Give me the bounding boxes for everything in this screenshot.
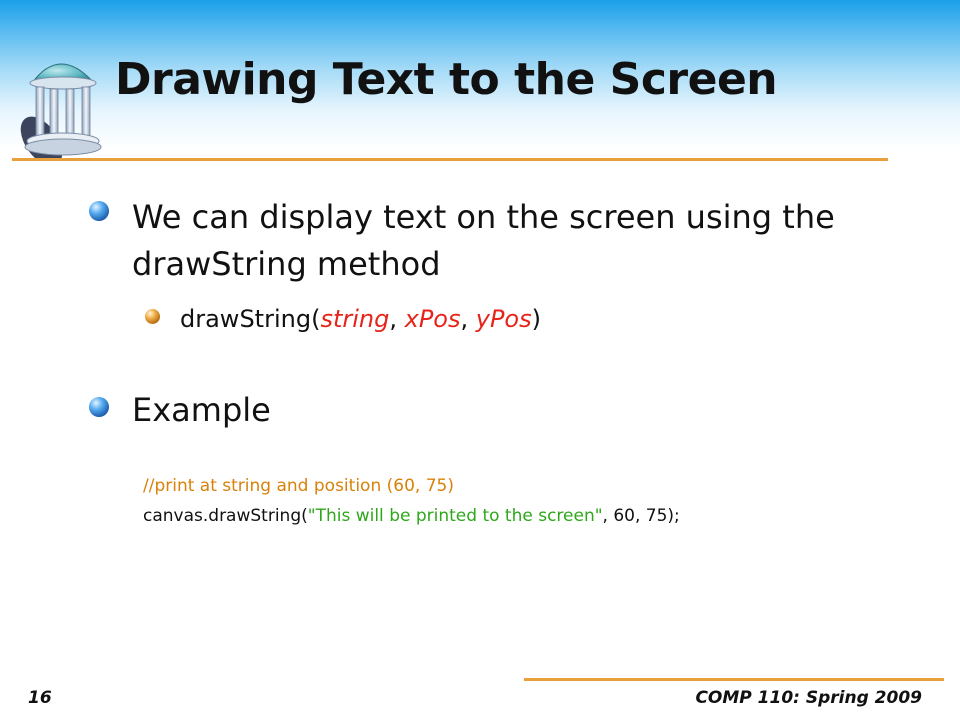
- bullet-drawstring-description: We can display text on the screen using the drawString method: [132, 198, 835, 283]
- footer-divider: [524, 678, 944, 681]
- signature-arg-ypos: yPos: [475, 305, 532, 333]
- signature-suffix: ): [531, 305, 541, 333]
- signature-separator: ,: [389, 305, 405, 333]
- blue-sphere-bullet-icon: [88, 200, 110, 222]
- slide-title: Drawing Text to the Screen: [115, 54, 778, 105]
- code-comment: //print at string and position (60, 75): [143, 476, 454, 496]
- code-call-suffix: , 60, 75);: [602, 506, 680, 526]
- signature-prefix: drawString(: [180, 305, 321, 333]
- signature-arg-xpos: xPos: [404, 305, 461, 333]
- drawstring-signature: [180, 304, 541, 334]
- code-line: [143, 504, 680, 528]
- course-label: COMP 110: Spring 2009: [695, 688, 922, 708]
- page-number: 16: [28, 688, 52, 708]
- code-call-prefix: canvas.drawString(: [143, 506, 308, 526]
- signature-separator: ,: [460, 305, 476, 333]
- old-well-logo-icon: [10, 45, 110, 160]
- orange-sphere-bullet-icon: [144, 308, 161, 325]
- blue-sphere-bullet-icon: [88, 396, 110, 418]
- bullet-example: Example: [132, 391, 271, 429]
- title-divider: [12, 158, 888, 161]
- code-string-literal: "This will be printed to the screen": [307, 506, 603, 526]
- signature-arg-string: string: [320, 305, 390, 333]
